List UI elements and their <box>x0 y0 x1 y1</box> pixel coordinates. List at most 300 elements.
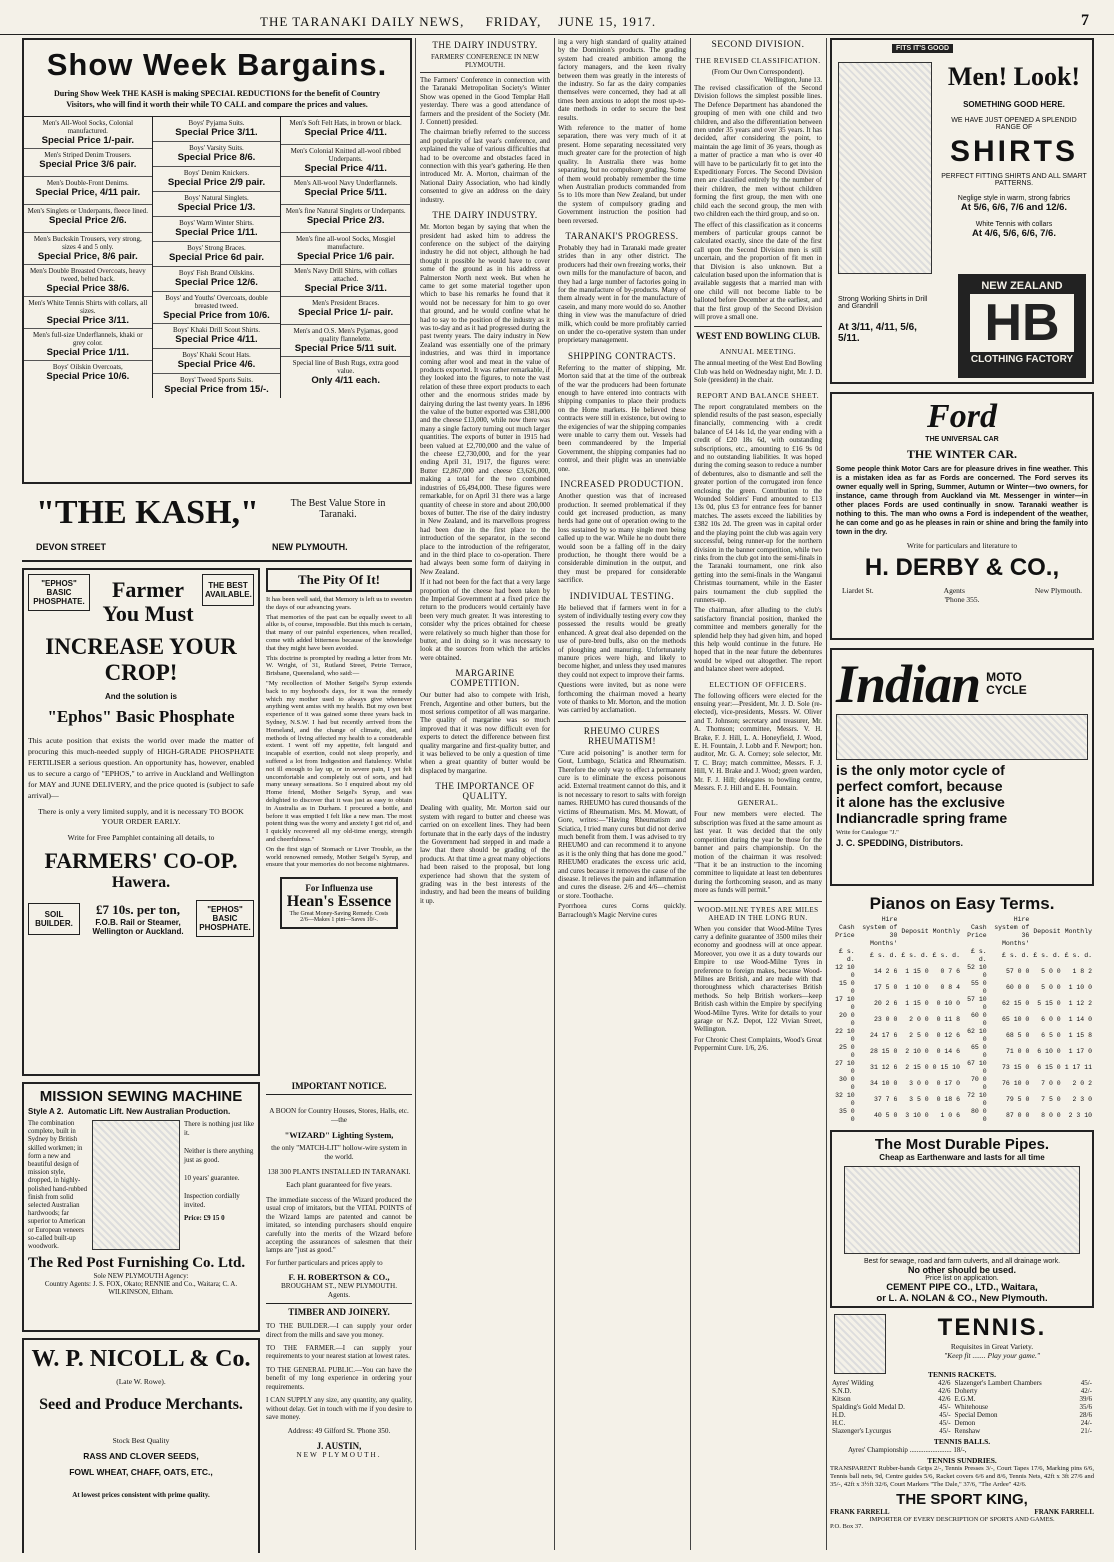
piano-price-table <box>830 916 1094 1124</box>
nicoll-trade: Seed and Produce Merchants. <box>39 1396 243 1413</box>
kash-street: DEVON STREET <box>36 542 107 552</box>
piano-cell: 27 10 0 <box>835 1060 855 1075</box>
piano-cell: 20 0 0 <box>839 1012 855 1027</box>
nicoll-prices: At lowest prices consistent with prime quality. <box>72 1491 210 1499</box>
piano-cell: £ s. d. <box>870 952 898 959</box>
bargain-price: Special Price, 4/11 pair. <box>35 187 141 198</box>
dairy-p2: The chairman briefly referred to the success and popularity of last year's conference, and explained the value of various difficulties that had to be overcome and obstacles faced in connection with this year's gathering. He then introduced Mr. A. Morton, chairman of the National Dairy Association, who had kindly consented to give an address on the dairy industry. <box>420 128 550 204</box>
col4-p4: Referring to the matter of shipping, Mr. Morton said that at the time of the outbreak of the war the producers had been fortunate enough to have entered into contracts with shipping companies to place their products on the Home markets. He believed these contracts were still in existence, but owing to the exigencies of war the shipping companies were unable to carry them out. Vessels had been commandeered by the Imperial Government, the shipping companies had no control, and their plight was an unenviable one. <box>558 363 686 473</box>
nicoll-seeds: RASS AND CLOVER SEEDS, <box>83 1451 199 1461</box>
bargains-title: Show Week Bargains. <box>46 47 388 82</box>
racket-cell: H.D. <box>832 1411 846 1419</box>
piano-cell: £ s. d. <box>901 952 929 959</box>
piano-cell: 0 8 4 <box>940 984 960 991</box>
bargain-item <box>281 205 410 233</box>
piano-cell: 1 17 11 <box>1064 1064 1092 1071</box>
piano-cell: 87 0 0 <box>1005 1112 1030 1119</box>
bargain-item <box>24 177 152 205</box>
bargain-desc: Men's Soft Felt Hats, in brown or black. <box>289 119 402 127</box>
piano-cell: 32 10 0 <box>835 1092 855 1107</box>
col5-p6: The following officers were elected for the ensuing year:—President, Mr. J. D. Sole (re-elected), vice-presidents, Messrs. W. Oliver and T. Johnson; secretary and treasurer, Mr. A. Thomson; committee, Messrs. V. H. Brake, F. J. Hill, L. A. Honeyfield, J. Wood, E. H. Fountain, J. Lobb and F. Newport; hon. auditor, Mr. G. A. Corney; sole selector, Mr. T. C. Bray; match committee, Messrs. F. J. Hill, V. H. Brake and J. Wood; green warden, Mr. F. J. Hill; delegates to bowling centre, Messrs. F. J. Hill and E. H. Fountain. <box>694 691 822 793</box>
mission-price: Price: £9 15 0 <box>184 1214 225 1222</box>
notice-further: For further particulars and prices apply to <box>266 1258 383 1267</box>
piano-cell: 80 0 0 <box>971 1108 987 1123</box>
piano-header-cell: Monthly <box>932 928 960 935</box>
bargain-desc: Boys' Pyjama Suits. <box>188 119 245 127</box>
kash-banner <box>22 484 412 562</box>
hb-text <box>940 62 1088 239</box>
col5-p2: The effect of this classification as it concerns members of particular groups cannot be calculated exactly, since the date of the first call upon the Second Division men is still uncertain, and the proportion of fit men in that Division is also unknown. But a calculation based upon the information that is available suggests that a married man with one child will not become liable to be balloted before December at the earliest, and that the first group of the Second Division will prove a small one. <box>694 220 822 321</box>
farrell-importer: IMPORTER OF EVERY DESCRIPTION OF SPORTS AND GAMES. <box>869 1516 1055 1523</box>
pity-p5: On the first sign of Stomach or Liver Trouble, as the world renowned remedy, Mother Seigel's Syrup, and ensure that your memories do not become nightmares. <box>266 845 412 869</box>
notice-guarantee: Each plant guaranteed for five years. <box>286 1181 392 1189</box>
austin-name: J. AUSTIN, <box>316 1441 362 1452</box>
bargain-price: Special Price 1/11. <box>46 347 130 358</box>
notice-body: The immediate success of the Wizard produced the usual crop of imitators, but the VITAL POINTS of the Wizard lamps are patented and cannot be imitated, so intending purchasers should enquire carefully into the merits of the Wizard before accepting the assurances of salesmen that their lamps are "just as good." <box>266 1196 412 1255</box>
piano-cell: 0 18 6 <box>936 1096 960 1103</box>
robertson-agents: Agents. <box>266 1291 412 1304</box>
notice-plants: 138 300 PLANTS INSTALLED IN TARANAKI. <box>267 1168 411 1176</box>
bargain-desc: Boys' Denim Knickers. <box>183 169 250 177</box>
piano-row <box>830 1060 1094 1076</box>
tennis-header <box>890 1314 1094 1360</box>
bargain-desc: Men's All-wool Navy Underflannels. <box>293 179 398 187</box>
racket-cell: Doherty <box>954 1387 978 1395</box>
notice-title: IMPORTANT NOTICE. <box>266 1082 412 1095</box>
piano-table-header <box>830 916 1094 948</box>
bargain-price: Special Price 5/11 suit. <box>294 343 397 354</box>
piano-cell: 1 8 2 <box>1072 968 1092 975</box>
second-division-title: SECOND DIVISION. <box>711 40 805 50</box>
heans-essence: Hean's Essence <box>286 893 392 911</box>
derby-street: Liardet St. <box>842 586 874 595</box>
dairy-p4: If it had not been for the fact that a very large proportion of the cheese had been taken by the Imperial Government at a fixed price the return to the producers would certainly have been very much greater. It was interesting to consider why the prices obtained for cheese were relatively so much higher than those for butter, and in doing so it was necessary to look at the sources from which the articles were obtained. <box>420 578 550 662</box>
piano-cell: 2 3 10 <box>1068 1112 1092 1119</box>
kash-name: "THE KASH," <box>36 494 259 531</box>
mission-style-line <box>28 1107 254 1116</box>
bargain-item <box>24 265 152 297</box>
piano-cell: 65 0 0 <box>971 1044 987 1059</box>
piano-cell: 5 0 0 <box>1041 984 1061 991</box>
bargain-desc: Men's Buckskin Trousers, very strong, sizes 4 and 5 only. <box>33 235 142 251</box>
col4-h3: INCREASED PRODUCTION. <box>560 479 684 490</box>
piano-cell: 1 15 0 <box>905 1000 929 1007</box>
mission-advert <box>22 1082 260 1332</box>
racket-cell: Special Demon <box>954 1411 998 1419</box>
piano-cell: 65 10 0 <box>1002 1016 1030 1023</box>
bargain-item <box>153 374 281 398</box>
kash-tagline: The Best Value Store in Taranaki. <box>290 498 386 520</box>
bargain-item <box>153 192 281 217</box>
lower-left-ads <box>22 1082 260 1553</box>
farrell-left: FRANK FARRELL <box>830 1508 890 1516</box>
bargain-desc: Boys' Warm Winter Shirts. <box>179 219 254 227</box>
piano-cell: 70 0 0 <box>971 1076 987 1091</box>
timber-farmer: TO THE FARMER.—I can supply your requirements to your nearest station at lowest rates. <box>266 1344 412 1361</box>
ford-logo: Ford <box>927 398 997 435</box>
col4-p6: He believed that if farmers went in for a system of individually testing every cow they possessed the results would be greatly enhanced. A great deal also depended on the use of pure-bred bulls, also on the methods of ploughing and manuring. Unfortunately manure prices were high, and likely to become higher, and unless they used manures they could not expect to improve their farms. <box>558 603 686 679</box>
dairy-p3: Mr. Morton began by saying that when the president had asked him to address the conference on the subject of the dairying industry he did not object, although he had thought it possible he would have to cover some of the ground as in his address at Palmerston North next week. But when he came to get some material together upon which to base his remarks he found that it would not be necessary for him to go over that ground, and he would confine what he had to say to the position of the industry as it was to-day and as it had progressed during the past twenty years. The dairy industry in New Zealand was essentially one of the primary industries, and was third in importance coming after wool and meat in the value of products exported. It was rather remarkable, if they looked into the figures, to note the vast relation of these three export products to each other and the enormous strides made by dairying during the last twenty years. In 1896 the value of the butter exported was £381,000 and the cheese £13,000, while now there was many a single factory turning out much larger quantities. The exports of butter in 1915 had been valued at £2,700,000 and the value of the cheese £2,730,000, and for the year ending April 31, 1917, the figures were: Butter £2,867,000 and cheese £3,626,000, making a total for the two combined industries of £6,494,000. These figures were remarkable, for on April 31 there was a large quantity of cheese in store and about 200,000 boxes of butter. The rise of the dairy industry in New Zealand, and its marvellous progress had been due in the first place to the introduction of the separator, in the second place to the introduction of the refrigerator, and in the third place to co-operation. There had always been some form of dairying in New Zealand. <box>420 223 550 576</box>
piano-cell: 28 15 0 <box>870 1048 898 1055</box>
piano-row <box>830 948 1094 964</box>
piano-cell: 7 0 0 <box>1041 1080 1061 1087</box>
bargain-item <box>24 297 152 329</box>
sewing-machine-illustration <box>92 1120 180 1250</box>
ephos-advert <box>22 568 260 1076</box>
indian-header <box>836 654 1088 714</box>
racket-cell: 35/6 <box>1079 1403 1092 1411</box>
ephos-price: £7 10s. per ton, <box>96 901 180 917</box>
bargain-item <box>24 329 152 361</box>
pity-p4: "My recollection of Mother Seigel's Syrup extends back to my boyhood's days, for it was the remedy which my mother used to always give whenever anything went amiss with my health. But my own best experience of it was gained some three years back in Sydney, N.S.W. I had but recently arrived from the Homeland, and the change of climate, diet, and methods of living affected my health to a considerable extent. I went off my appetite, felt languid and incapable of exertion, could not sleep properly, and suffered a lot from Indigestion and flatulency. Whilst not ill enough to lay up, or in severe pain, I yet felt uncomfortable and completely out of sorts, and had many uneasy sensations. So I enquired about my old Home friend, Mother Seigel's Syrup, and was delighted to discover that it was just as easy to obtain in Australia as in Durham. I procured a bottle, and before it was emptied I felt like a new man. The most potent thing was the worry and anxiety I got rid of, and I quickly recovered all my old-time energy, strength and cheerfulness." <box>266 679 412 843</box>
indian-l1: is the only motor cycle of <box>836 762 1005 778</box>
nicoll-feeds: FOWL WHEAT, CHAFF, OATS, ETC., <box>69 1467 213 1477</box>
racket-cell: Ayres' Wilding <box>832 1379 874 1387</box>
piano-cell: £ s. d. <box>932 952 960 959</box>
bargain-column-3 <box>281 117 410 398</box>
hb-something: SOMETHING GOOD HERE. <box>963 100 1065 109</box>
piano-cell: £ s. d. <box>1064 952 1092 959</box>
racket-row <box>830 1395 1094 1403</box>
piano-cell: 22 10 0 <box>835 1028 855 1043</box>
bargain-price: Special Price 1/3. <box>177 202 256 213</box>
tennis-requisites: Requisites in Great Variety. <box>950 1342 1034 1351</box>
ephos-fob: F.O.B. Rail or Steamer, <box>95 917 181 927</box>
tennis-keep-fit: "Keep fit ....... Play your game." <box>943 1351 1041 1360</box>
derby-phone: 'Phone 355. <box>944 595 980 604</box>
col4-p5: Another question was that of increased production. It seemed problematical if they could get increased production, as many herds had gone out of operation owing to the loss sustained by so many single men being called up to the war. While he no doubt there would soon be a falling off in the dairy production, he thought there would be a considerable diminution in the output, and they must be prepared for considerable sacrifice. <box>558 492 686 585</box>
bargain-item <box>153 117 281 142</box>
racket-cell: Kitson <box>832 1395 851 1403</box>
nicoll-name: W. P. NICOLL & Co. <box>31 1346 251 1372</box>
indian-advert <box>830 648 1094 886</box>
piano-cell: 0 11 8 <box>936 1016 960 1023</box>
ephos-badge-bottom: "EPHOS" BASIC PHOSPHATE. <box>196 900 254 937</box>
bargain-price: Special Price 5/11. <box>304 187 387 198</box>
rackets-heading: TENNIS RACKETS. <box>928 1370 996 1379</box>
bargain-price: Special Price 2/9 pair. <box>167 177 266 188</box>
bargain-desc: Men's President Braces. <box>312 299 380 307</box>
racket-cell: 45/- <box>939 1403 951 1411</box>
hb-opened: WE HAVE JUST OPENED A SPLENDID RANGE OF <box>951 117 1077 131</box>
page-number: 7 <box>1081 12 1090 29</box>
bargain-price: Only 4/11 each. <box>311 375 380 386</box>
racket-cell: Whitehouse <box>954 1403 988 1411</box>
racket-cell: S.N.D. <box>832 1387 852 1395</box>
racket-cell: 45/- <box>939 1411 951 1419</box>
piano-row <box>830 996 1094 1012</box>
masthead <box>0 0 1114 35</box>
bargain-item <box>153 242 281 267</box>
nicoll-stock: Stock Best Quality <box>112 1436 170 1445</box>
piano-header-row <box>830 916 1094 948</box>
racket-cell: Demon <box>954 1419 976 1427</box>
column-rule <box>415 38 416 1550</box>
piano-cell: £ s. d. <box>1033 952 1061 959</box>
hb-perfect: PERFECT FITTING SHIRTS AND ALL SMART PATTERNS. <box>941 173 1087 187</box>
piano-row <box>830 1044 1094 1060</box>
bargain-desc: Men's and O.S. Men's Pyjamas, good quality flannelette. <box>293 327 398 343</box>
piano-cell: 1 0 6 <box>940 1112 960 1119</box>
racket-cell: Renshaw <box>954 1427 981 1435</box>
bargain-desc: Boys' and Youths' Overcoats, double breasted tweed. <box>165 294 268 310</box>
motorcycle-illustration <box>836 714 1088 760</box>
bargain-price: Special Price 1/11. <box>175 227 258 238</box>
col5-p1: The revised classification of the Second Division follows the simplest possible lines. The Defence Department has abandoned the grouping of men with one child and two children, and also the differentiation between men under 35 years and over 35 years. It has decided, after considering the point, to maintain the age limit of 36 years, though as a matter of practice a man who is over 40 will have to be particularly fit to get into the Expeditionary Forces. The Second Division men are classified entirely by the number of their children, the men without children forming the first group, the men with one child each the second group, the men with two children each the third group, and so on. <box>694 84 822 219</box>
piano-cell: 0 12 6 <box>936 1032 960 1039</box>
robertson-address: BROUGHAM ST., NEW PLYMOUTH. <box>280 1282 397 1291</box>
piano-header-cell: Hire system of 30 Months' <box>862 916 898 947</box>
red-post-firm: The Red Post Furnishing Co. Ltd. <box>28 1255 246 1272</box>
influenza-advert <box>280 877 398 929</box>
racket-cell: 45/- <box>1080 1379 1092 1387</box>
piano-cell: 5 15 0 <box>1037 1000 1061 1007</box>
bargain-item <box>153 267 281 292</box>
bargain-price: Special Price 8/6. <box>177 152 256 163</box>
piano-cell: 2 3 0 <box>1072 1096 1092 1103</box>
piano-cell: 5 0 0 <box>1041 968 1061 975</box>
dairy-p1: The Farmers' Conference in connection with the Taranaki Metropolitan Society's Winter Show was opened in the Good Templar Hall yesterday. There was a good attendance of farmers and the president of the Society (Mr. J. Connett) presided. <box>420 76 550 127</box>
piano-cell: 57 10 0 <box>967 996 987 1011</box>
soil-builder-badge: SOIL BUILDER. <box>28 903 80 935</box>
pipes-nobetter: No other should be used. <box>907 1265 1016 1275</box>
piano-cell: 60 0 0 <box>971 1012 987 1027</box>
ephos-coop: FARMERS' CO-OP. <box>44 848 238 873</box>
bargain-desc: Boys' Strong Braces. <box>187 244 246 252</box>
wizard-system: "WIZARD" Lighting System, <box>284 1130 394 1140</box>
lower-left <box>22 1082 412 1553</box>
bargain-price: Special Price 4/6. <box>177 359 256 370</box>
ephos-product: "Ephos" Basic Phosphate <box>47 707 235 726</box>
pity-title: The Pity Of It! <box>266 568 412 592</box>
indian-l3: it alone has the exclusive <box>836 794 1005 810</box>
masthead-title <box>260 14 656 30</box>
kash-advert <box>22 38 412 484</box>
col4-p1: ing a very high standard of quality attained by the Dominion's products. The grading system had created ambition among the factory managers, and the keen rivalry between them was greatly in the interests of the industry. So far as the dairy companies themselves were concerned, they had at all times been anxious to adopt the most up-to-date methods in order to secure the best results. <box>558 38 686 122</box>
piano-cell: 72 10 0 <box>967 1092 987 1107</box>
cement-pipe-firm: CEMENT PIPE CO., LTD., Waitara, <box>886 1282 1038 1293</box>
piano-header-cell: Deposit <box>1033 928 1061 935</box>
nicoll-advert <box>22 1338 260 1553</box>
piano-cell: 12 10 0 <box>835 964 855 979</box>
piano-row <box>830 980 1094 996</box>
bargain-desc: Boys' Varsity Suits. <box>189 144 244 152</box>
column-1 <box>22 38 412 1553</box>
col4-p9: Pyorrhoea cures Corns quickly. Barraclough's Magic Nervine cures <box>558 902 686 919</box>
piano-cell: 52 10 0 <box>967 964 987 979</box>
piano-cell: £ s. d. <box>971 948 987 963</box>
bargain-desc: Men's White Tennis Shirts with collars, all sizes. <box>28 299 148 315</box>
bargain-desc: Men's Navy Drill Shirts, with collars attached. <box>294 267 398 283</box>
influenza-note: The Great Money-Saving Remedy. Costs 2/6—Makes 1 pint—Saves 10/-. <box>289 911 389 924</box>
bargain-item <box>24 117 152 149</box>
dairy-title: THE DAIRY INDUSTRY. <box>432 40 538 50</box>
timber-title: TIMBER AND JOINERY. <box>288 1307 390 1318</box>
bargain-price: Special Price, 8/6 pair. <box>37 251 138 262</box>
bargain-item <box>281 145 410 177</box>
bargain-item <box>153 142 281 167</box>
dairy-subtitle: FARMERS' CONFERENCE IN NEW PLYMOUTH. <box>420 53 550 73</box>
piano-cell: 7 5 0 <box>1041 1096 1061 1103</box>
pipes-sub: Cheap as Earthenware and lasts for all time <box>879 1153 1045 1162</box>
pity-p3: This doctrine is prompted by reading a letter from Mr. W. Wright, of 31, Rutland Street, Petrie Terrace, Brisbane, Queensland, who said:— <box>266 654 412 678</box>
hb-strong: Strong Working Shirts in Drill and Grandrill <box>838 296 928 310</box>
mission-lift: Automatic Lift. New Australian Production. <box>67 1107 231 1116</box>
bargain-price: Special Price 3/6 pair. <box>39 159 137 170</box>
bargain-price: Special Price 4/11. <box>175 334 258 345</box>
bargain-item <box>153 349 281 374</box>
column-5 <box>694 38 822 1553</box>
timber-builder: TO THE BUILDER.—I can supply your order direct from the mills and save you money. <box>266 1322 412 1339</box>
indian-l2: perfect comfort, because <box>836 778 1003 794</box>
bargain-desc: Men's All-Wool Socks, Colonial manufactured. <box>42 119 134 135</box>
bargain-price: Special Price 6d pair. <box>168 252 265 263</box>
piano-header-cell: Hire system of 36 Months' <box>994 916 1030 947</box>
racket-cell: 42/6 <box>938 1379 951 1387</box>
piano-cell: 6 15 0 <box>1037 1064 1061 1071</box>
bargain-desc: Boys' Khaki Drill Scout Shirts. <box>172 326 260 334</box>
col4-h1: TARANAKI'S PROGRESS. <box>565 230 679 241</box>
racket-row <box>830 1387 1094 1395</box>
mission-title: MISSION SEWING MACHINE <box>39 1088 243 1105</box>
pipes-illustration <box>844 1166 1080 1254</box>
piano-cell: 17 5 0 <box>873 984 898 991</box>
piano-cell: 0 14 6 <box>936 1048 960 1055</box>
col5-p7: Four new members were elected. The subscription was fixed at the same amount as last year. It was decided that the only competition during the year be those for the banner and pairs championship. On the motion of the chairman it was resolved: "That it be an instruction to the incoming committee to liquidate at least ten debentures during the forthcoming season, and as many more as funds will permit." <box>694 810 822 895</box>
bargain-desc: Boys' Oilskin Overcoats, <box>52 363 123 371</box>
hb-logo-factory: CLOTHING FACTORY <box>970 354 1074 365</box>
hb-white: White Tennis with collars <box>975 221 1053 228</box>
piano-header-cell: Cash Price <box>967 924 987 939</box>
ford-advert <box>830 392 1094 640</box>
rackets-table-body <box>830 1379 1094 1435</box>
col4-p2: With reference to the matter of home separation, there was very much of it at present. Home separating necessitated very much greater care for the protection of high quality. In Australia there was home separating, but no compulsory grading. Some of them would probably remember the time when Australian products commanded from 5s to 10s more than New Zealand, but under the system of compulsory grading and Government instruction the position had been reversed. <box>558 124 686 225</box>
col4-h4: INDIVIDUAL TESTING. <box>569 590 675 601</box>
dairy-h4: THE IMPORTANCE OF QUALITY. <box>435 781 535 802</box>
ephos-body: This acute position that exists the world over made the matter of procuring this much-needed supply of HIGH-GRADE PHOSPHATE FERTILISER a serious question. An opportunity has, however, enabled us to secure a cargo of "EPHOS," to arrive in Auckland and Wellington for MAY and JUNE DELIVERY, and the price quoted is (subject to safe arrival)— <box>28 736 254 800</box>
bargain-desc: Boys' Khaki Scout Hats. <box>182 351 251 359</box>
piano-cell: 31 12 6 <box>870 1064 898 1071</box>
piano-cell: £ s. d. <box>1002 952 1030 959</box>
piano-cell: 23 0 0 <box>873 1016 898 1023</box>
bargain-desc: Boys' Natural Singlets. <box>184 194 249 202</box>
piano-cell: 24 17 6 <box>870 1032 898 1039</box>
bargain-price: Special Price 4/11. <box>304 127 387 138</box>
piano-cell: 3 5 0 <box>909 1096 929 1103</box>
bargain-price: Special Price 4/11. <box>304 163 387 174</box>
derby-address-row <box>836 586 1088 595</box>
ephos-badge-left: "EPHOS" BASIC PHOSPHATE. <box>28 574 90 611</box>
notice-boon: A BOON for Country Houses, Stores, Halls, etc.—the <box>269 1107 409 1124</box>
pipes-title: The Most Durable Pipes. <box>874 1136 1050 1153</box>
piano-cell: 67 10 0 <box>967 1060 987 1075</box>
col5-h1: THE REVISED CLASSIFICATION. <box>695 56 821 65</box>
col5-p3: The annual meeting of the West End Bowling Club was held on Wednesday night, Mr. J. D. Sole (president) in the chair. <box>694 359 822 385</box>
nolan-firm: or L. A. NOLAN & CO., New Plymouth. <box>876 1293 1048 1304</box>
indian-l4: Indiancradle spring frame <box>836 810 1008 826</box>
ford-universal: THE UNIVERSAL CAR <box>925 436 999 443</box>
farrell-right: FRANK FARRELL <box>1034 1508 1094 1516</box>
austin-town: NEW PLYMOUTH. <box>296 1451 382 1460</box>
dairy-p6: Dealing with quality, Mr. Morton said our system with regard to butter and cheese was carried on on excellent lines. They had been fortunate that in the early days of the industry the Government had stepped in and made a law that there should be grading of the products. At that time a great many objections had been raised to the proposal, but long experience had shown that the system of grading was in the best interests of the industry, and had been the means of building it up. <box>420 804 550 905</box>
bargain-price: Special Price from 15/-. <box>164 384 269 395</box>
indian-brand: Indian <box>836 654 981 714</box>
racket-cell: 42/6 <box>938 1395 951 1403</box>
bargain-item <box>281 325 410 357</box>
bargain-price: Special Price from 10/6. <box>163 310 270 321</box>
pipes-advert <box>830 1130 1094 1308</box>
mission-agents: Country Agents: J. S. FOX, Okato; RENNIE and Co., Waitara; C. A. WILKINSON, Eltham. <box>44 1280 238 1297</box>
piano-row <box>830 1108 1094 1124</box>
piano-cell: 14 2 6 <box>873 968 898 975</box>
derby-agents: Agents <box>943 586 965 595</box>
ford-title: THE WINTER CAR. <box>906 447 1018 461</box>
piano-cell: 0 17 0 <box>936 1080 960 1087</box>
pity-p2: That memories of the past can be equally sweet to all alike is, of course, impossible. But this much is certain, that many of our painful experiences, when recalled, come with added bitterness because of the knowledge that they might have been avoided. <box>266 613 412 652</box>
tennis-racket-illustration <box>834 1314 886 1374</box>
mission-agency: Sole NEW PLYMOUTH Agency: <box>93 1272 189 1281</box>
col4-p7: Questions were invited, but as none were forthcoming the chairman moved a hearty vote of thanks to Mr. Morton, and the motion was carried by acclamation. <box>558 681 686 715</box>
piano-cell: 1 10 0 <box>1068 984 1092 991</box>
hb-logo-letters: HB <box>970 294 1074 352</box>
bargain-desc: Boys' Fish Brand Oilskins. <box>178 269 255 277</box>
bargain-item <box>24 233 152 265</box>
column-rule <box>826 38 827 1550</box>
racket-row <box>830 1379 1094 1387</box>
piano-cell: 3 0 0 <box>909 1080 929 1087</box>
piano-table-body <box>830 948 1094 1124</box>
racket-cell: 45/- <box>939 1419 951 1427</box>
piano-header-cell: Cash Price <box>835 924 855 939</box>
racket-cell: Spalding's Gold Medal D. <box>832 1403 905 1411</box>
bargain-price: Special Price 1/6 pair. <box>297 251 395 262</box>
tennis-advert <box>830 1314 1094 1550</box>
piano-cell: 1 17 0 <box>1068 1048 1092 1055</box>
mission-desc: The combination complete, built in Sydney by British skilled workmen; in form a new and beautiful design of mission style, dropped, in highly-polished hand-rubbed finish from solid selected Australian hardwoods; far superior to American or European veneers so-called built-up woodwork. <box>28 1120 88 1251</box>
dairy-h3: MARGARINE COMPETITION. <box>450 668 520 689</box>
bargain-item <box>153 292 281 324</box>
paper-name: THE TARANAKI DAILY NEWS, <box>260 14 465 29</box>
kash-town: NEW PLYMOUTH. <box>272 542 348 552</box>
rheumo-title: RHEUMO CURES RHEUMATISM! <box>558 721 686 746</box>
racket-cell: 42/- <box>1080 1387 1092 1395</box>
piano-cell: 55 0 0 <box>971 980 987 995</box>
ephos-headline: Farmer You Must <box>102 577 194 626</box>
bargain-item <box>153 167 281 192</box>
sundries-heading: TENNIS SUNDRIES. <box>927 1456 997 1465</box>
piano-row <box>830 1076 1094 1092</box>
ephos-price-block <box>84 902 192 936</box>
column-6 <box>830 38 1094 1553</box>
mission-body <box>28 1120 254 1251</box>
hb-neglige-price: At 5/6, 6/6, 7/6 and 12/6. <box>960 202 1068 213</box>
piano-cell: 3 10 0 <box>905 1112 929 1119</box>
piano-header-cell: Monthly <box>1064 928 1092 935</box>
col5-byline: (From Our Own Correspondent). <box>711 68 805 76</box>
piano-cell: 60 0 0 <box>1005 984 1030 991</box>
timber-supply: I CAN SUPPLY any size, any quantity, any quality, without delay. Get in touch with me if you desire to save money. <box>266 1396 412 1421</box>
tennis-title: TENNIS. <box>937 1314 1047 1341</box>
derby-firm: H. DERBY & CO., <box>864 554 1060 581</box>
col5-p5: The chairman, after alluding to the club's satisfactory financial position, thanked the committee and members generally for the splendid help they had given him, and hoped this help would continue in the future. He hoped that in the near future the debentures would be wiped out altogether. The report and balance sheet were adopted. <box>694 606 822 674</box>
column-4 <box>558 38 686 1553</box>
indian-catalogue: Write for Catalogue "J." <box>836 829 899 836</box>
hb-neglige: Neglige style in warm, strong fabrics <box>957 195 1071 202</box>
piano-row <box>830 964 1094 980</box>
hb-shirts: SHIRTS <box>949 135 1078 168</box>
piano-cell: 1 14 0 <box>1068 1016 1092 1023</box>
bargain-price: Special Price 38/6. <box>46 283 130 294</box>
